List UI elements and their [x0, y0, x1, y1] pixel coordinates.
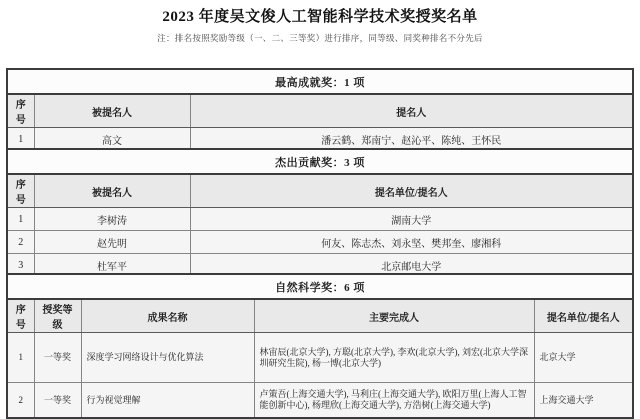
column-header-index: 序号 — [7, 94, 34, 128]
cell-nominator: 何友、陈志杰、刘永坚、樊邦奎、廖湘科 — [190, 231, 633, 254]
table-section-title-row — [7, 69, 633, 94]
column-header-main-contributors: 主要完成人 — [254, 299, 534, 333]
cell-nominator: 北京大学 — [534, 333, 633, 383]
ranking-note: 注：排名按照奖励等级（一、二、三等奖）进行排序，同等级、同奖种排名不分先后 — [157, 33, 483, 43]
column-header-nominator: 提名单位/提名人 — [534, 299, 633, 333]
cell-index: 3 — [7, 254, 34, 278]
column-header-achievement-name: 成果名称 — [81, 299, 254, 333]
cell-index: 2 — [7, 231, 34, 254]
table-section-title: 杰出贡献奖：3 项 — [7, 149, 633, 174]
table-section-title-row — [7, 274, 633, 299]
cell-nominator: 潘云鹤、郑南宁、赵沁平、陈纯、王怀民 — [190, 128, 633, 153]
cell-index: 1 — [7, 128, 34, 153]
table-section-title: 自然科学奖：6 项 — [7, 274, 633, 299]
column-header-nominator: 提名单位/提名人 — [190, 174, 633, 208]
cell-nominee: 杜军平 — [34, 254, 190, 278]
table-header-row — [7, 299, 633, 333]
table-header-row — [7, 94, 633, 128]
table-section-title: 最高成就奖：1 项 — [7, 69, 633, 94]
column-header-index: 序号 — [7, 174, 34, 208]
column-header-nominee: 被提名人 — [34, 94, 190, 128]
table-row — [7, 383, 633, 419]
cell-award-grade: 一等奖 — [34, 333, 81, 383]
table-row — [7, 208, 633, 231]
cell-nominator: 上海交通大学 — [534, 383, 633, 419]
cell-nominee: 高文 — [34, 128, 190, 153]
table-header-row — [7, 174, 633, 208]
column-header-index: 序号 — [7, 299, 34, 333]
table-outstanding-contribution-award — [6, 148, 634, 278]
column-header-nominee: 被提名人 — [34, 174, 190, 208]
cell-index: 1 — [7, 208, 34, 231]
cell-index: 2 — [7, 383, 34, 419]
cell-main-contributors: 林宙辰(北京大学), 方聪(北京大学), 李欢(北京大学), 刘宏(北京大学深圳研究生院), 杨一博(北京大学) — [254, 333, 534, 383]
cell-nominee: 李树涛 — [34, 208, 190, 231]
cell-nominator: 北京邮电大学 — [190, 254, 633, 278]
table-row — [7, 333, 633, 383]
table-row — [7, 231, 633, 254]
cell-nominator: 湖南大学 — [190, 208, 633, 231]
table-natural-science-award — [6, 273, 634, 419]
column-header-nominator: 提名人 — [190, 94, 633, 128]
table-top-achievement-award — [6, 68, 634, 153]
page-title: 2023 年度吴文俊人工智能科学技术奖授奖名单 — [162, 9, 478, 25]
cell-award-grade: 一等奖 — [34, 383, 81, 419]
cell-nominee: 赵先明 — [34, 231, 190, 254]
column-header-award-grade: 授奖等级 — [34, 299, 81, 333]
cell-index: 1 — [7, 333, 34, 383]
table-section-title-row — [7, 149, 633, 174]
cell-achievement-name: 行为视觉理解 — [81, 383, 254, 419]
cell-main-contributors: 卢策吾(上海交通大学), 马利庄(上海交通大学), 欧阳万里(上海人工智能创新中心), 杨理欣(上海交通大学), 方浩树(上海交通大学) — [254, 383, 534, 419]
cell-achievement-name: 深度学习网络设计与优化算法 — [81, 333, 254, 383]
